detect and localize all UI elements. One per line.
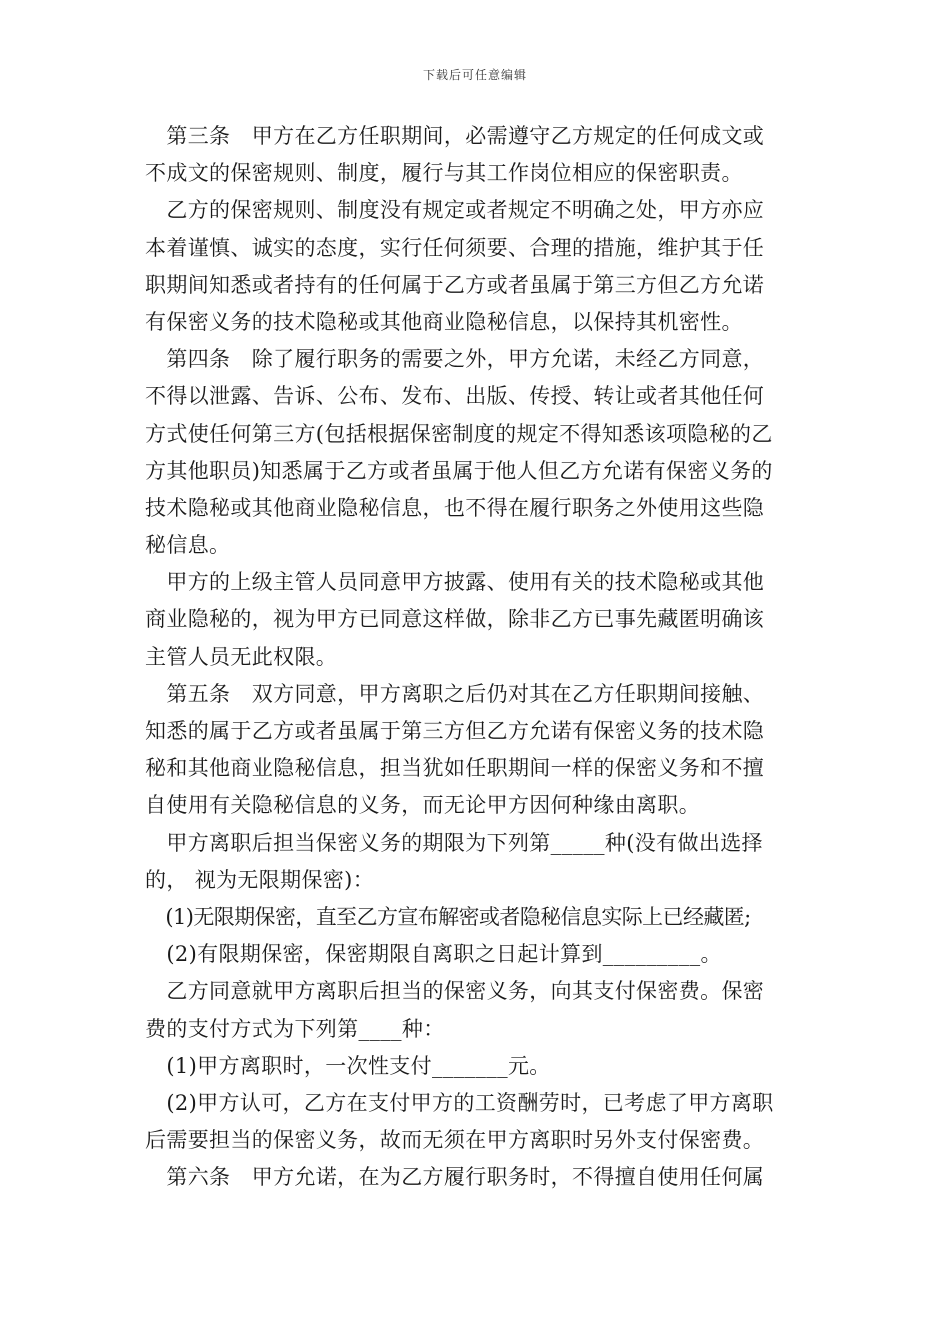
text-line: 甲方离职后担当保密义务的期限为下列第_____种(没有做出选择 [145, 830, 763, 855]
text-line: 主管人员无此权限。 [145, 644, 338, 669]
text-line: 方式使任何第三方(包括根据保密制度的规定不得知悉该项隐秘的乙 [145, 421, 773, 446]
text-line: 秘信息。 [145, 533, 231, 558]
text-line: 甲方的上级主管人员同意甲方披露、使用有关的技术隐秘或其他 [145, 570, 765, 595]
text-line: 技术隐秘或其他商业隐秘信息，也不得在履行职务之外使用这些隐 [145, 495, 765, 520]
text-line: 第三条 甲方在乙方任职期间，必需遵守乙方规定的任何成文或 [145, 124, 765, 148]
text-line: 第五条 双方同意，甲方离职之后仍对其在乙方任职期间接触、 [145, 681, 765, 706]
text-line: (2)有限期保密，保密期限自离职之日起计算到_________。 [145, 942, 722, 967]
page-header: 下载后可任意编辑 [422, 68, 527, 82]
text-line: 第四条 除了履行职务的需要之外，甲方允诺，未经乙方同意， [145, 347, 765, 372]
text-line: 有保密义务的技术隐秘或其他商业隐秘信息，以保持其机密性。 [145, 309, 743, 334]
text-line: (1)甲方离职时，一次性支付_______元。 [145, 1053, 551, 1078]
text-line: 的， 视为无限期保密)： [145, 867, 375, 892]
text-line: 不成文的保密规则、制度，履行与其工作岗位相应的保密职责。 [145, 161, 743, 186]
text-line: (1)无限期保密，直至乙方宣布解密或者隐秘信息实际上已经藏匿; [145, 904, 751, 929]
text-line: 方其他职员)知悉属于乙方或者虽属于他人但乙方允诺有保密义务的 [145, 458, 773, 483]
text-line: 商业隐秘的，视为甲方已同意这样做，除非乙方已事先藏匿明确该 [145, 607, 765, 632]
text-line: 知悉的属于乙方或者虽属于第三方但乙方允诺有保密义务的技术隐 [145, 719, 765, 743]
text-line: 不得以泄露、告诉、公布、发布、出版、传授、转让或者其他任何 [145, 384, 765, 409]
document-body [145, 118, 808, 1196]
text-line: 本着谨慎、诚实的态度，实行任何须要、合理的措施，维护其于任 [145, 235, 765, 260]
text-line: 职期间知悉或者持有的任何属于乙方或者虽属于第三方但乙方允诺 [145, 272, 765, 297]
text-line: (2)甲方认可，乙方在支付甲方的工资酬劳时，已考虑了甲方离职 [145, 1090, 774, 1115]
text-line: 秘和其他商业隐秘信息，担当犹如任职期间一样的保密义务和不擅 [145, 756, 765, 781]
text-line: 后需要担当的保密义务，故而无须在甲方离职时另外支付保密费。 [145, 1128, 765, 1153]
text-line: 费的支付方式为下列第____种： [145, 1016, 445, 1041]
text-line: 乙方同意就甲方离职后担当的保密义务，向其支付保密费。保密 [145, 979, 765, 1004]
text-line: 第六条 甲方允诺，在为乙方履行职务时，不得擅自使用任何属 [145, 1165, 765, 1190]
text-line: 自使用有关隐秘信息的义务，而无论甲方因何种缘由离职。 [145, 793, 701, 818]
text-line: 乙方的保密规则、制度没有规定或者规定不明确之处，甲方亦应 [145, 198, 765, 223]
